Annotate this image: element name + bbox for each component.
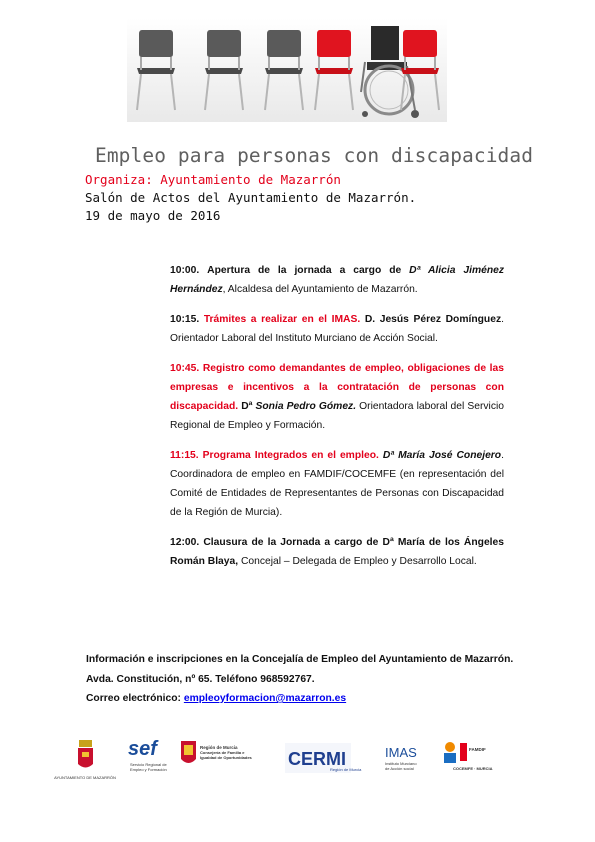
program-item (170, 533, 504, 571)
program-role: . Coordinadora de empleo en FAMDIF/COCEMFE (en representación del Comité de Entidades de Representantes de Personas con Discapacidad de la Región de Murcia). (170, 450, 504, 518)
region-label-2: Consejería de Familia e (200, 750, 245, 755)
sef-label-1: Servicio Regional de (130, 762, 167, 767)
program-time: 10:15. (170, 314, 200, 325)
page-title: Empleo para personas con discapacidad (95, 144, 534, 167)
region-label-1: Región de Murcia (200, 745, 238, 750)
svg-text:sef: sef (128, 738, 157, 760)
program-item (170, 261, 504, 299)
famdif-logo-icon (444, 742, 467, 763)
program-topic: Clausura de la Jornada a cargo de Dª María de los Ángeles Román Blaya, (170, 537, 504, 567)
program-item (170, 359, 504, 435)
program-time: 12:00. (170, 537, 200, 548)
email-link[interactable]: empleoyformacion@mazarron.es (183, 693, 347, 704)
program-topic: Registro como demandantes de empleo, obligaciones de las empresas e incentivos a la contratación de personas con discapacidad. (170, 363, 504, 412)
program-speaker: D. Jesús Pérez Domínguez (364, 314, 502, 325)
sponsor-logos (0, 735, 595, 785)
date-line: 19 de mayo de 2016 (85, 208, 221, 223)
program-time: 10:00. (170, 265, 200, 276)
program-role: Orientadora laboral del Servicio Regional de Empleo y Formación. (170, 401, 504, 431)
svg-text:CERMI: CERMI (288, 749, 346, 769)
mazarron-crest-icon (78, 740, 93, 768)
imas-sub-1: Instituto Murciano (385, 761, 417, 766)
program-role: . Orientador Laboral del Instituto Murciano de Acción Social. (170, 314, 504, 344)
program-item (170, 310, 504, 348)
program-speaker: Dª Alicia Jiménez Hernández (170, 265, 504, 295)
program-role: Concejal – Delegada de Empleo y Desarrollo Local. (238, 556, 477, 567)
sef-label-2: Empleo y Formación (130, 767, 167, 772)
chairs-header-image (127, 18, 447, 122)
email-label: Correo electrónico: (86, 693, 181, 704)
cermi-sub: Región de Murcia (330, 767, 362, 772)
program-time: 11:15. (170, 450, 199, 461)
region-murcia-shield-icon (181, 741, 196, 763)
imas-logo-icon (385, 745, 417, 760)
famdif-label: FAMDIF (469, 747, 486, 752)
program-topic: Trámites a realizar en el IMAS. (203, 314, 361, 325)
info-line-registration: Información e inscripciones en la Concejalía de Empleo del Ayuntamiento de Mazarrón. (86, 654, 514, 665)
organizer-line: Organiza: Ayuntamiento de Mazarrón (85, 172, 341, 187)
program-list (170, 261, 504, 582)
program-topic: Apertura de la jornada a cargo de (207, 265, 402, 276)
program-speaker-prefix: Dª (241, 401, 253, 412)
program-role: , Alcaldesa del Ayuntamiento de Mazarrón. (222, 284, 418, 295)
region-label-3: Igualdad de Oportunidades (200, 755, 252, 760)
program-speaker: Dª María José Conejero (382, 450, 502, 461)
program-time: 10:45. (170, 363, 200, 374)
svg-text:IMAS: IMAS (385, 745, 417, 760)
info-line-email (86, 689, 513, 709)
cocemfe-label: COCEMFE · MURCIA (453, 766, 493, 771)
contact-info (86, 650, 513, 709)
info-line-address: Avda. Constitución, nº 65. Teléfono 968592767. (86, 673, 315, 685)
program-topic: Programa Integrados en el empleo. (202, 450, 379, 461)
imas-sub-2: de Acción social (385, 766, 414, 771)
program-item (170, 446, 504, 522)
sef-logo-icon (128, 738, 159, 760)
venue-line: Salón de Actos del Ayuntamiento de Mazarrón. (85, 190, 417, 205)
program-speaker: Sonia Pedro Gómez. (255, 401, 357, 412)
mazarron-label: AYUNTAMIENTO DE MAZARRÓN (54, 775, 116, 780)
